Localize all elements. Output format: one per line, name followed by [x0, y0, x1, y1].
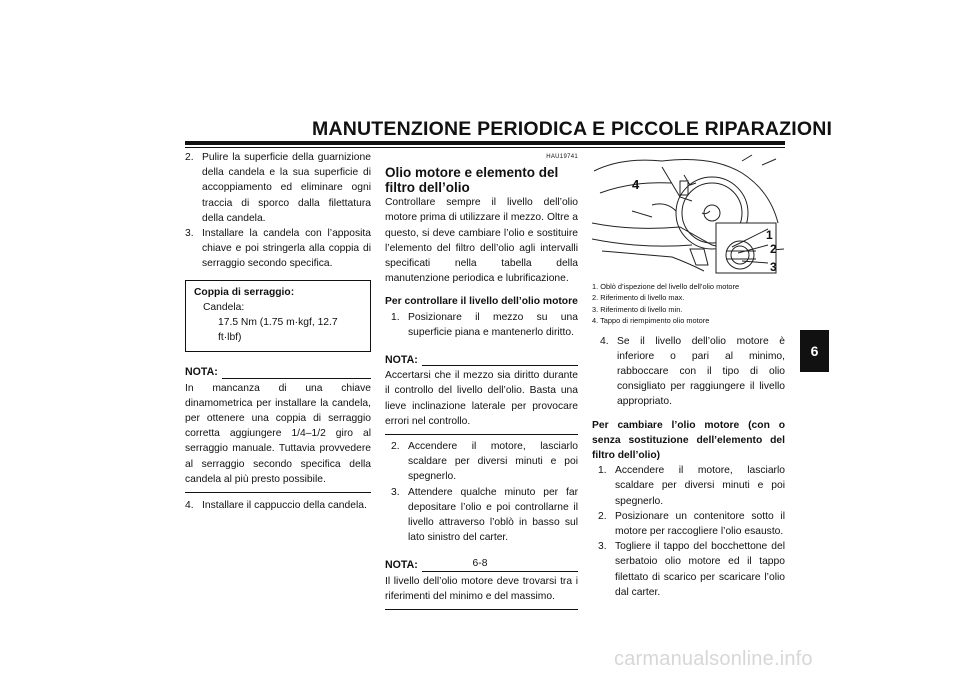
step-number: 1. — [598, 465, 607, 477]
step-number: 3. — [185, 228, 194, 240]
list-item — [598, 509, 785, 539]
step-number: 1. — [391, 311, 400, 323]
torque-spec-box — [185, 280, 371, 353]
divider — [185, 492, 371, 493]
step-text: Installare il cappuccio della candela. — [202, 500, 367, 512]
list-item — [185, 226, 371, 272]
nota-label: NOTA: — [385, 559, 418, 572]
step-number: 3. — [391, 486, 400, 498]
subheading: Per controllare il livello dell’olio motore — [385, 296, 578, 308]
torque-heading: Coppia di serraggio: — [194, 286, 295, 298]
page-number: 6-8 — [472, 558, 488, 569]
subheading: Per cambiare l’olio motore (con o senza sostituzione dell’elemento del filtro dell’olio) — [592, 419, 785, 462]
engine-oil-figure — [592, 153, 787, 279]
divider — [422, 571, 578, 572]
callout-label: 4 — [632, 177, 640, 192]
list-item — [391, 485, 578, 546]
step-number: 2. — [598, 510, 607, 522]
section-code: HAU19741 — [546, 154, 578, 160]
engine-illustration — [592, 153, 787, 279]
divider — [385, 609, 578, 610]
torque-value: 17.5 Nm (1.75 m·kgf, 12.7 ft·lbf) — [218, 317, 338, 344]
caption: 3. Riferimento di livello min. — [592, 304, 683, 314]
step-text: Accendere il motore, lasciarlo scaldare per diversi minuti e poi spegnerlo. — [408, 441, 578, 483]
callout-label: 1 — [766, 228, 773, 242]
divider — [385, 434, 578, 435]
step-text: Se il livello dell’olio motore è inferiore o pari al minimo, rabboccare con il tipo di olio consigliato per raggiungere il livello appropriato. — [617, 335, 785, 408]
list-item — [185, 150, 371, 226]
intro-text: Controllare sempre il livello dell’olio motore prima di utilizzare il mezzo. Oltre a questo, si deve cambiare l’olio e sostituire l’elemento del filtro dell’olio agli intervalli specificati nella tabella della manutenzione periodica e lubrificazione. — [385, 197, 578, 285]
nota-text: In mancanza di una chiave dinamometrica per installare la candela, per ottenere una coppia di serraggio corretta aggiungere 1/4–1/2 giro al serraggio manuale. Tuttavia provvedere al serraggio secondo specifica della candela al più presto possibile. — [185, 382, 371, 485]
caption: 4. Tappo di riempimento olio motore — [592, 316, 710, 326]
list-item — [391, 439, 578, 485]
nota-text: Accertarsi che il mezzo sia diritto durante il controllo del livello dell’olio. Basta una lieve inclinazione laterale per provocare errori nel controllo. — [385, 370, 578, 427]
step-text: Attendere qualche minuto per far depositare l’olio e poi controllarne il livello attraverso l’oblò in basso sul lato sinistro del carter. — [408, 486, 578, 544]
watermark: carmanualsonline.info — [614, 648, 813, 670]
step-number: 2. — [185, 152, 194, 163]
step-number: 2. — [391, 441, 400, 453]
nota-label: NOTA: — [385, 354, 418, 367]
column-3 — [592, 281, 785, 600]
step-text: Installare la candela con l’apposita chiave e poi stringerla alla coppia di serraggio secondo specifica. — [202, 228, 371, 270]
step-text: Togliere il tappo del bocchettone del serbatoio olio motore ed il tappo filettato di scarico per scaricare l’olio dal carter. — [615, 541, 785, 598]
list-item — [598, 463, 785, 509]
caption: 1. Oblò d’ispezione del livello dell’olio motore — [592, 282, 740, 291]
caption: 2. Riferimento di livello max. — [592, 293, 685, 303]
divider — [422, 365, 578, 366]
step-text: Pulire la superficie della guarnizione della candela e la sua superficie di accoppiamento ed eliminare ogni traccia di sporco dalla filettatura della candela. — [202, 152, 371, 224]
column-2 — [385, 150, 578, 610]
step-text: Posizionare un contenitore sotto il motore per raccogliere l’olio esausto. — [615, 510, 785, 538]
nota-text: Il livello dell’olio motore deve trovarsi tra i riferimenti del minimo e del massimo. — [385, 575, 578, 602]
step-text: Accendere il motore, lasciarlo scaldare per diversi minuti e poi spegnerlo. — [615, 465, 785, 507]
step-number: 4. — [600, 335, 609, 347]
torque-label: Candela: — [203, 301, 245, 313]
nota-label: NOTA: — [185, 366, 218, 379]
page-title: MANUTENZIONE PERIODICA E PICCOLE RIPARAZIONI — [312, 118, 833, 140]
list-item — [391, 310, 578, 340]
callout-label: 3 — [770, 260, 777, 274]
divider — [222, 378, 371, 379]
list-item — [600, 334, 785, 410]
chapter-tab[interactable]: 6 — [800, 330, 829, 372]
header-rule-thin — [185, 147, 785, 148]
nota-heading — [385, 353, 578, 368]
step-number: 4. — [185, 500, 194, 512]
step-number: 3. — [598, 541, 607, 553]
section-title: Olio motore e elemento del filtro dell’olio — [385, 165, 559, 196]
header-rule — [185, 141, 785, 145]
list-item — [185, 498, 371, 513]
callout-label: 2 — [770, 242, 777, 256]
list-item — [598, 539, 785, 600]
nota-heading — [185, 365, 371, 380]
column-1 — [185, 150, 371, 513]
step-text: Posizionare il mezzo su una superficie piana e mantenerlo diritto. — [408, 311, 578, 338]
